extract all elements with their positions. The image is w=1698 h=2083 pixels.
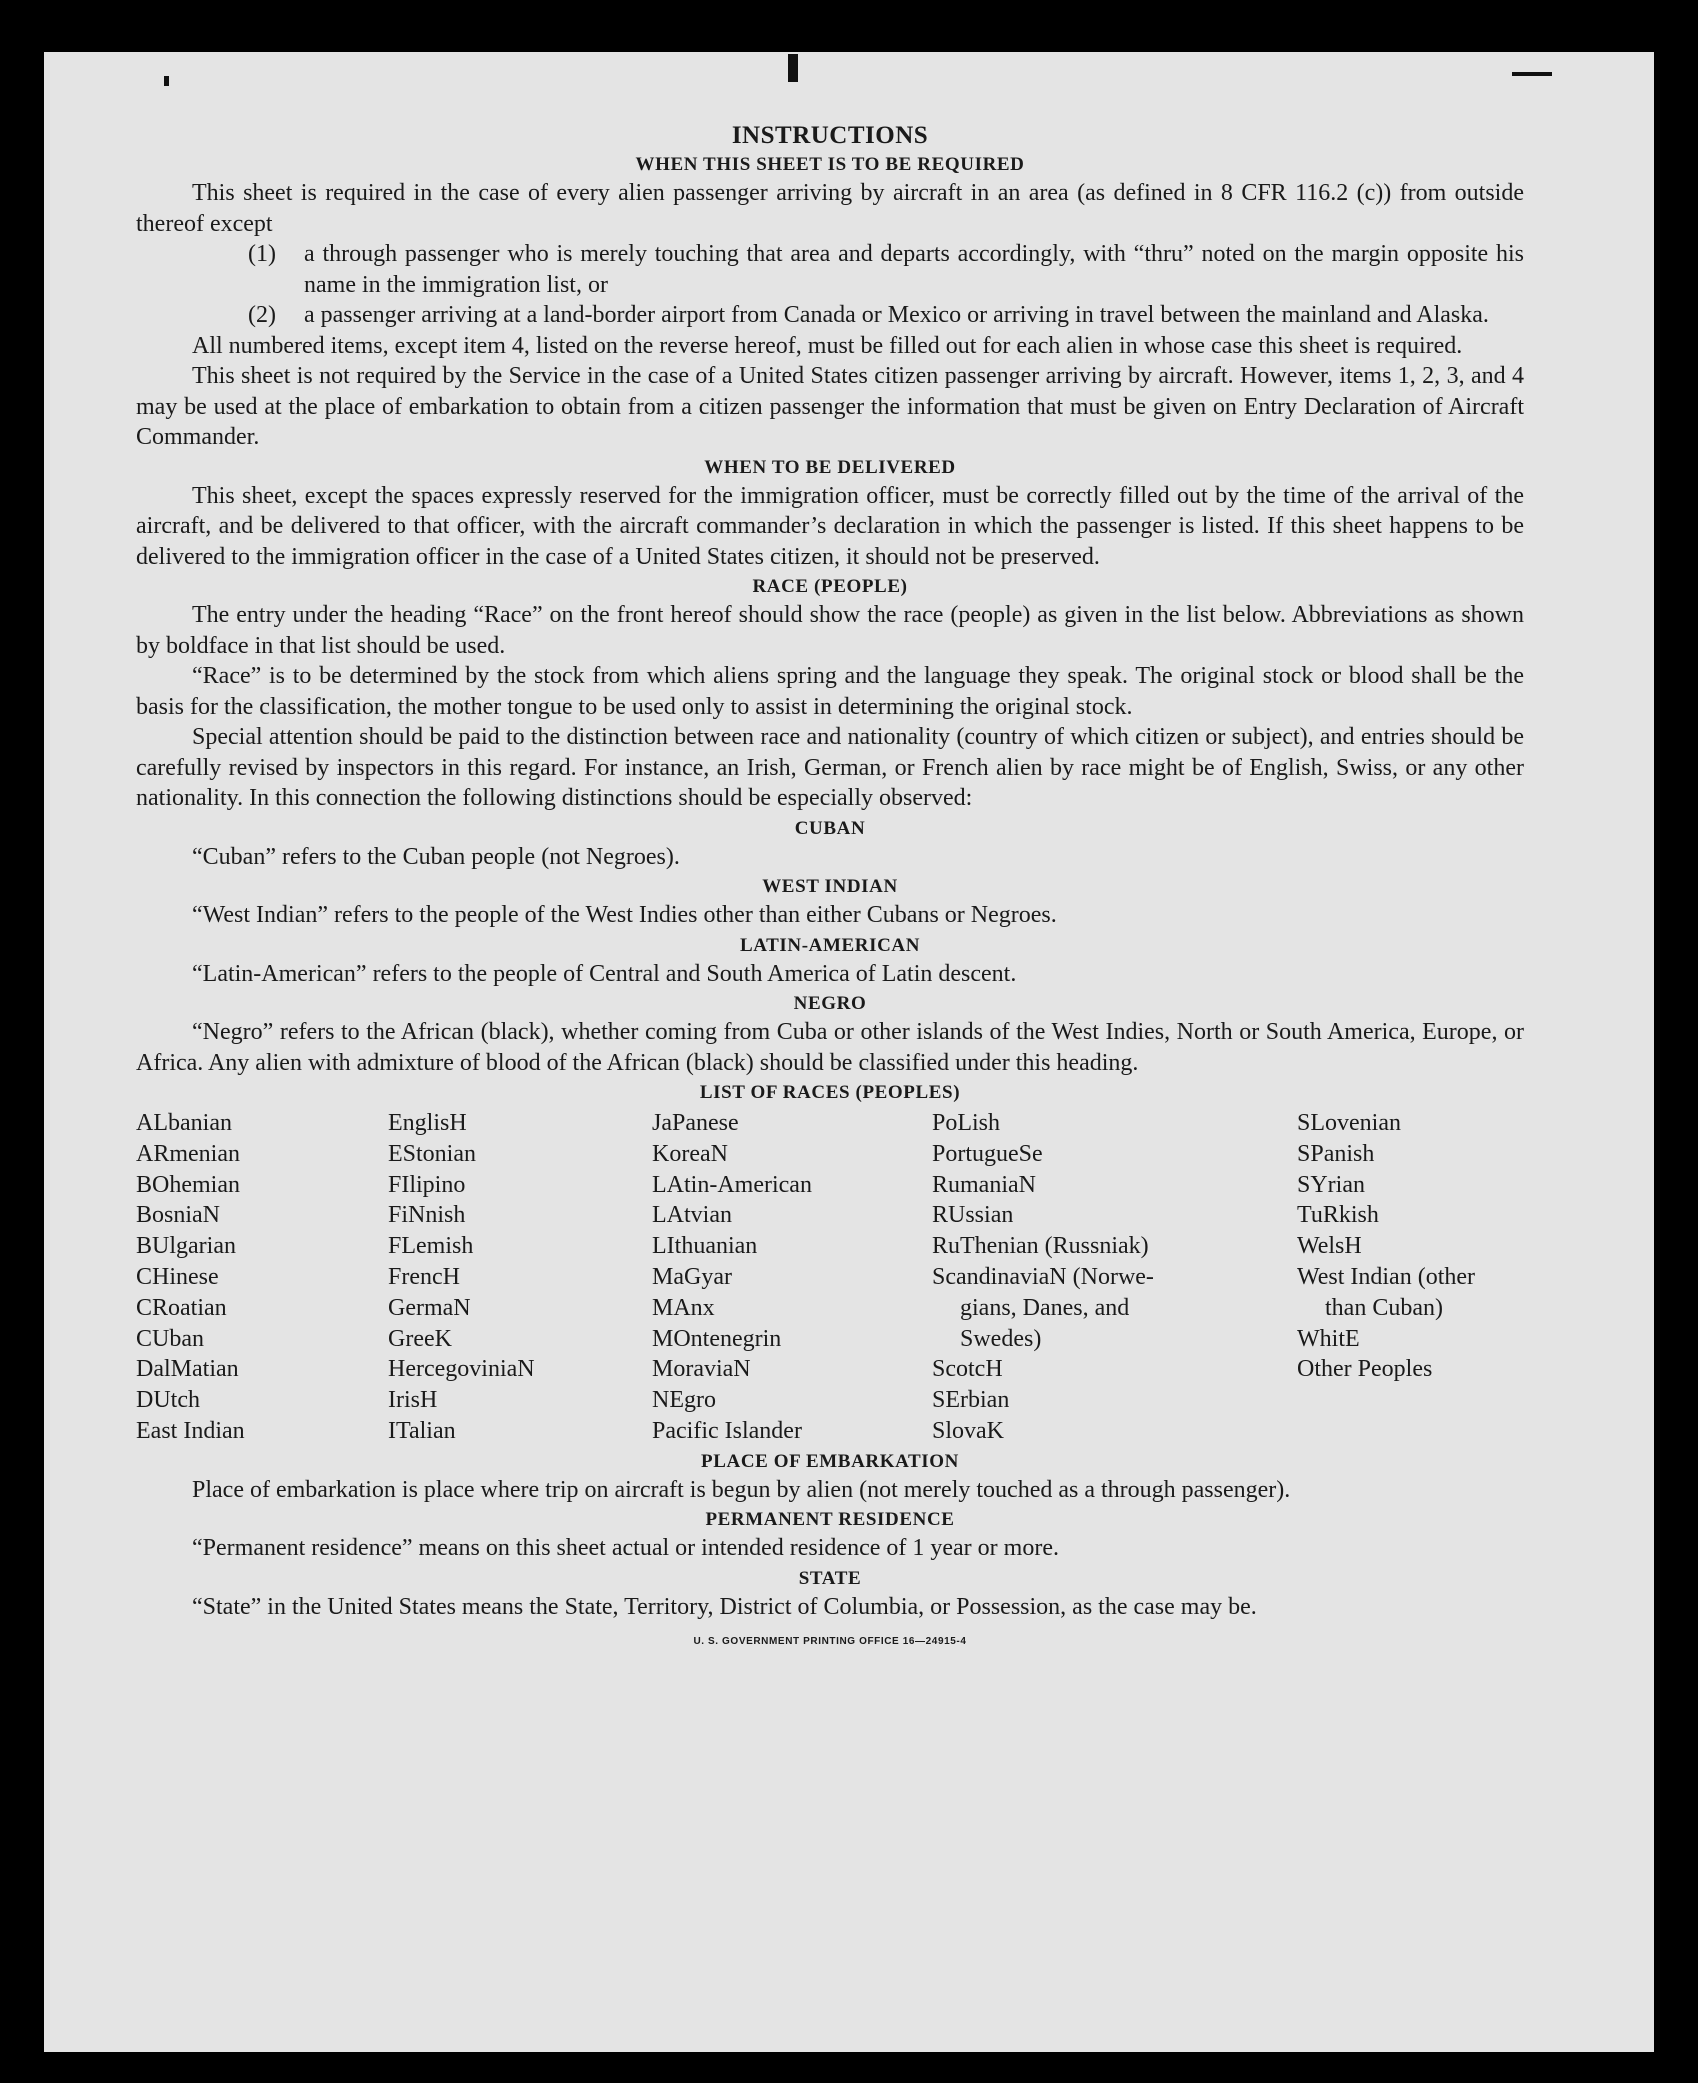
punch-mark bbox=[1512, 72, 1552, 76]
race-entry: SlovaK bbox=[932, 1417, 1004, 1444]
race-entry: JaPanese bbox=[652, 1110, 739, 1136]
paragraph: This sheet is required in the case of every alien passenger arriving by aircraft in an area (as defined in 8 CFR 116.2 (c)) from outside thereof except bbox=[136, 180, 1524, 237]
race-entry: RumaniaN bbox=[932, 1171, 1036, 1198]
paragraph: “West Indian” refers to the people of the West Indies other than either Cubans or Negroes. bbox=[192, 902, 1057, 928]
heading-when-required: WHEN THIS SHEET IS TO BE REQUIRED bbox=[635, 154, 1025, 175]
paragraph: “Negro” refers to the African (black), whether coming from Cuba or other islands of the West Indies, North or South America, Europe, or Africa. Any alien with admixture of blood of the African (black) should be classified under this heading. bbox=[136, 1019, 1524, 1076]
race-entry: SPanish bbox=[1297, 1140, 1375, 1167]
race-entry: PoLish bbox=[932, 1110, 1001, 1136]
race-entry: FiNnish bbox=[388, 1202, 466, 1229]
race-column bbox=[1297, 1108, 1597, 1447]
race-entry: ScotcH bbox=[932, 1356, 1003, 1383]
race-entry: DUtch bbox=[136, 1387, 200, 1414]
race-entry: RUssian bbox=[932, 1202, 1014, 1229]
paragraph: “Permanent residence” means on this sheet actual or intended residence of 1 year or more. bbox=[192, 1535, 1059, 1562]
race-entry: MaGyar bbox=[652, 1263, 732, 1290]
document-sheet bbox=[44, 52, 1654, 2052]
race-entry: LIthuanian bbox=[652, 1233, 758, 1260]
race-list bbox=[136, 1108, 1524, 1447]
race-entry: WhitE bbox=[1297, 1325, 1360, 1352]
item-number: (2) bbox=[248, 302, 276, 328]
race-entry: West Indian (other bbox=[1297, 1263, 1476, 1290]
race-entry: KoreaN bbox=[652, 1140, 728, 1167]
race-entry: CRoatian bbox=[136, 1294, 227, 1321]
paragraph: Place of embarkation is place where trip on aircraft is begun by alien (not merely touched as a through passenger). bbox=[192, 1476, 1291, 1503]
race-entry: WelsH bbox=[1297, 1233, 1362, 1260]
race-column bbox=[932, 1108, 1297, 1447]
race-column bbox=[136, 1108, 388, 1447]
item-number: (1) bbox=[248, 241, 276, 267]
list-item bbox=[136, 300, 1524, 331]
heading-list-of-races: LIST OF RACES (PEOPLES) bbox=[699, 1082, 961, 1103]
race-entry: PortugueSe bbox=[932, 1140, 1043, 1167]
paragraph: Special attention should be paid to the distinction between race and nationality (country of which citizen or subject), and entries should be carefully revised by inspectors in this regard. For instance, an Irish, German, or French alien by race might be of English, Swiss, or any other nationality. In this connection the following distinctions should be especially observed: bbox=[136, 724, 1524, 811]
paragraph: This sheet, except the spaces expressly reserved for the immigration officer, must be correctly filled out by the time of the arrival of the aircraft, and be delivered to that officer, with the aircraft commander’s declaration in which the passenger is listed. If this sheet happens to be delivered to the immigration officer in the case of a United States citizen, it should not be preserved. bbox=[136, 482, 1524, 570]
race-column bbox=[388, 1108, 652, 1447]
race-entry: than Cuban) bbox=[1325, 1294, 1443, 1321]
race-entry: EnglisH bbox=[388, 1110, 467, 1136]
race-entry: FrencH bbox=[388, 1263, 460, 1290]
paragraph: “Race” is to be determined by the stock from which aliens spring and the language they speak. The original stock or blood shall be the basis for the classification, the mother tongue to be used only to assist in determining the original stock. bbox=[136, 663, 1524, 720]
heading-cuban: CUBAN bbox=[794, 817, 866, 839]
race-entry: IrisH bbox=[388, 1387, 438, 1414]
race-entry: LAtin-American bbox=[652, 1171, 812, 1198]
race-entry: RuThenian (Russniak) bbox=[932, 1233, 1149, 1260]
race-entry: BUlgarian bbox=[136, 1233, 236, 1260]
paragraph: This sheet is not required by the Service in the case of a United States citizen passenger arriving by aircraft. However, items 1, 2, 3, and 4 may be used at the place of embarkation to obtain from a citizen passenger the information that must be given on Entry Declaration of Aircraft Commander. bbox=[136, 363, 1524, 450]
heading-when-delivered: WHEN TO BE DELIVERED bbox=[704, 456, 956, 478]
race-entry: BOhemian bbox=[136, 1171, 240, 1198]
race-entry: FLemish bbox=[388, 1233, 474, 1260]
race-entry: Other Peoples bbox=[1297, 1356, 1433, 1383]
race-entry: LAtvian bbox=[652, 1202, 732, 1229]
race-entry: EStonian bbox=[388, 1140, 476, 1167]
item-text: a passenger arriving at a land-border airport from Canada or Mexico or arriving in travel between the mainland and Alaska. bbox=[304, 302, 1489, 328]
race-entry: ARmenian bbox=[136, 1140, 240, 1167]
race-entry: SErbian bbox=[932, 1387, 1010, 1414]
heading-state: STATE bbox=[798, 1567, 862, 1589]
heading-permanent-residence: PERMANENT RESIDENCE bbox=[705, 1509, 955, 1531]
heading-west-indian: WEST INDIAN bbox=[762, 876, 898, 897]
race-column bbox=[652, 1108, 932, 1447]
race-entry: NEgro bbox=[652, 1387, 716, 1414]
race-entry: ALbanian bbox=[136, 1110, 232, 1136]
paragraph: “State” in the United States means the State, Territory, District of Columbia, or Possession, as the case may be. bbox=[192, 1593, 1257, 1620]
race-entry: TuRkish bbox=[1297, 1202, 1379, 1229]
race-entry: CUban bbox=[136, 1325, 204, 1352]
race-entry: SYrian bbox=[1297, 1171, 1365, 1198]
punch-mark bbox=[164, 76, 169, 86]
heading-place-of-embarkation: PLACE OF EMBARKATION bbox=[701, 1450, 959, 1472]
race-entry: MoraviaN bbox=[652, 1356, 751, 1383]
race-entry: DalMatian bbox=[136, 1356, 239, 1383]
heading-race: RACE (PEOPLE) bbox=[752, 576, 908, 597]
printer-imprint: U. S. GOVERNMENT PRINTING OFFICE 16—24915-4 bbox=[693, 1636, 967, 1648]
race-entry: Pacific Islander bbox=[652, 1417, 802, 1444]
race-entry: HercegoviniaN bbox=[388, 1356, 535, 1383]
race-entry: GreeK bbox=[388, 1325, 452, 1352]
race-entry: gians, Danes, and bbox=[960, 1294, 1130, 1321]
paragraph: All numbered items, except item 4, listed on the reverse hereof, must be filled out for each alien in whose case this sheet is required. bbox=[192, 332, 1463, 359]
paragraph: “Latin-American” refers to the people of Central and South America of Latin descent. bbox=[192, 960, 1017, 987]
item-text: a through passenger who is merely touching that area and departs accordingly, with “thru” noted on the margin opposite his name in the immigration list, or bbox=[304, 241, 1524, 298]
heading-negro: NEGRO bbox=[793, 993, 867, 1014]
heading-latin-american: LATIN-AMERICAN bbox=[739, 934, 921, 956]
race-entry: MOntenegrin bbox=[652, 1325, 782, 1352]
race-entry: East Indian bbox=[136, 1417, 245, 1444]
race-entry: Swedes) bbox=[960, 1325, 1042, 1352]
race-entry: FIlipino bbox=[388, 1171, 466, 1198]
race-entry: CHinese bbox=[136, 1263, 219, 1290]
race-entry: ITalian bbox=[388, 1417, 456, 1444]
paragraph: “Cuban” refers to the Cuban people (not Negroes). bbox=[192, 843, 680, 870]
paragraph: The entry under the heading “Race” on the front hereof should show the race (people) as given in the list below. Abbreviations as shown by boldface in that list should be used. bbox=[136, 602, 1524, 659]
race-entry: MAnx bbox=[652, 1294, 715, 1321]
race-entry: SLovenian bbox=[1297, 1110, 1401, 1136]
race-entry: ScandinaviaN (Norwe- bbox=[932, 1263, 1154, 1290]
list-item bbox=[136, 239, 1524, 300]
race-entry: GermaN bbox=[388, 1294, 471, 1321]
page-title: INSTRUCTIONS bbox=[731, 122, 929, 149]
punch-mark bbox=[788, 54, 798, 82]
race-entry: BosniaN bbox=[136, 1202, 220, 1229]
